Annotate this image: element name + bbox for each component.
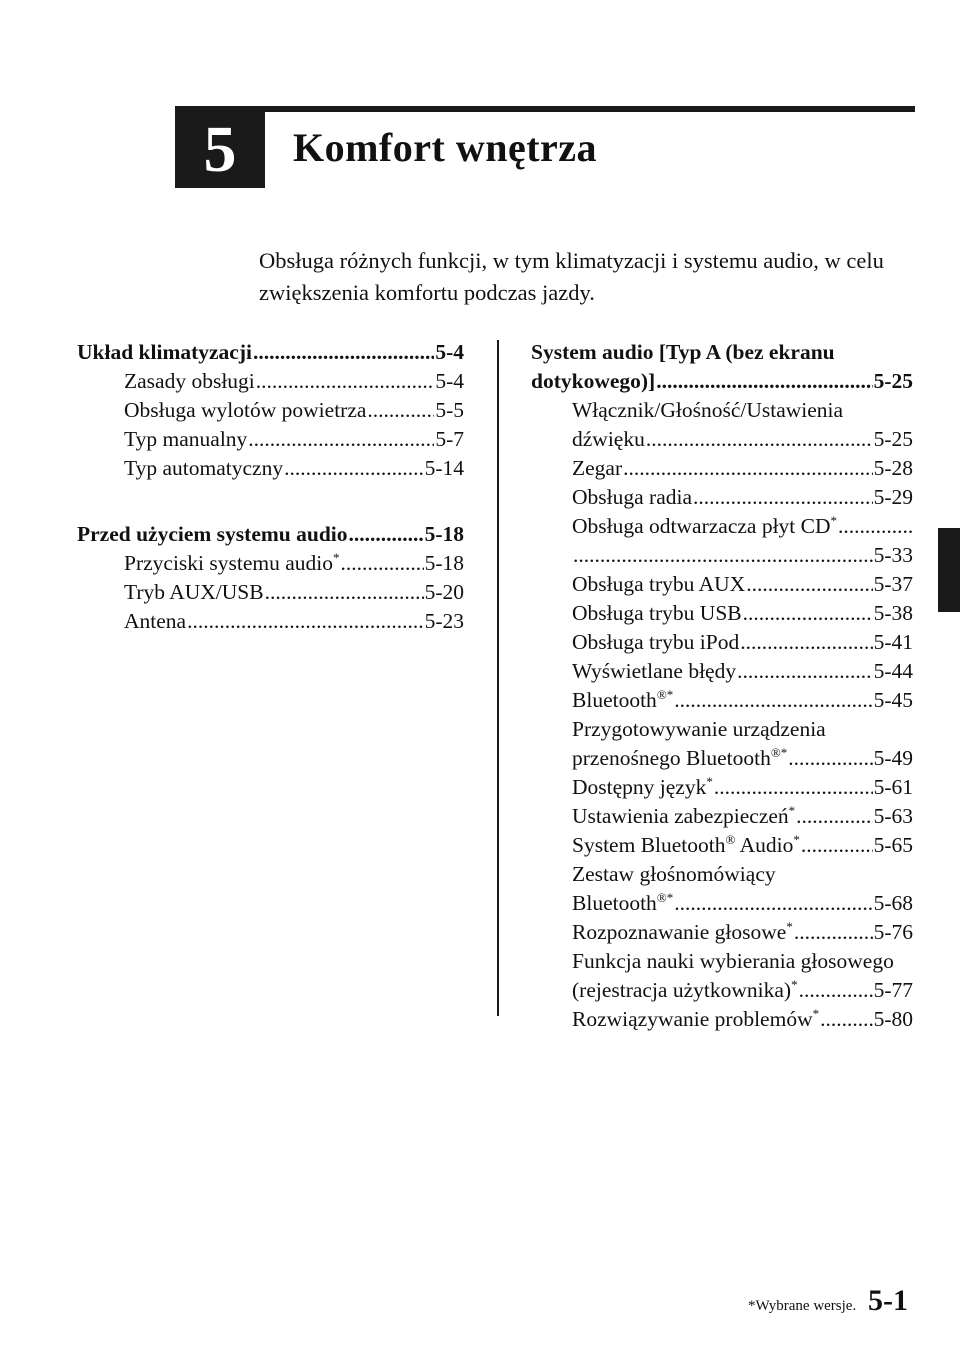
toc-entry[interactable]: Zestaw głośnomówiący Bluetooth®* ..... 5-68 bbox=[531, 860, 913, 918]
chapter-number: 5 bbox=[203, 113, 237, 186]
toc-entry[interactable]: Obsługa radia ..... 5-29 bbox=[531, 483, 913, 512]
toc-section-climate[interactable]: Układ klimatyzacji ..... 5-4 bbox=[77, 338, 464, 367]
toc-entry[interactable]: Obsługa trybu USB ..... 5-38 bbox=[531, 599, 913, 628]
toc-entry[interactable]: Przyciski systemu audio* ..... 5-18 bbox=[77, 549, 464, 578]
toc-right-column bbox=[531, 338, 913, 1034]
toc-section-audio-prep[interactable]: Przed użyciem systemu audio ..... 5-18 bbox=[77, 520, 464, 549]
toc-entry[interactable]: Wyświetlane błędy ..... 5-44 bbox=[531, 657, 913, 686]
chapter-thumb-tab bbox=[938, 528, 960, 612]
toc-entry[interactable]: Rozwiązywanie problemów* ..... 5-80 bbox=[531, 1005, 913, 1034]
page-number: 5-1 bbox=[868, 1284, 908, 1317]
toc-entry[interactable]: Bluetooth®* ..... 5-45 bbox=[531, 686, 913, 715]
toc-entry[interactable]: Włącznik/Głośność/Ustawienia dźwięku ..... 5-25 bbox=[531, 396, 913, 454]
toc-entry[interactable]: Rozpoznawanie głosowe* ..... 5-76 bbox=[531, 918, 913, 947]
toc-entry[interactable]: Obsługa odtwarzacza płyt CD* ..... ..... 5-33 bbox=[531, 512, 913, 570]
toc-entry[interactable]: Antena ..... 5-23 bbox=[77, 607, 464, 636]
toc-entry[interactable]: Obsługa trybu AUX ..... 5-37 bbox=[531, 570, 913, 599]
toc-entry[interactable]: Obsługa trybu iPod ..... 5-41 bbox=[531, 628, 913, 657]
chapter-header-rule bbox=[175, 106, 915, 112]
toc-entry[interactable]: Tryb AUX/USB ..... 5-20 bbox=[77, 578, 464, 607]
toc-entry[interactable]: Ustawienia zabezpieczeń* ..... 5-63 bbox=[531, 802, 913, 831]
toc-entry[interactable]: Funkcja nauki wybierania głosowego (rejestracja użytkownika)* ..... 5-77 bbox=[531, 947, 913, 1005]
toc-entry[interactable]: Dostępny język* ..... 5-61 bbox=[531, 773, 913, 802]
chapter-number-box bbox=[175, 112, 265, 188]
toc-entry[interactable]: Obsługa wylotów powietrza ..... 5-5 bbox=[77, 396, 464, 425]
toc-entry[interactable]: Przygotowywanie urządzenia przenośnego Bluetooth®* ..... 5-49 bbox=[531, 715, 913, 773]
footer-note: *Wybrane wersje. bbox=[748, 1298, 857, 1314]
toc-entry[interactable]: Typ automatyczny ..... 5-14 bbox=[77, 454, 464, 483]
chapter-intro: Obsługa różnych funkcji, w tym klimatyzacji i systemu audio, w celu zwiększenia komfortu podczas jazdy. bbox=[259, 248, 884, 305]
toc-entry[interactable]: System Bluetooth® Audio* ..... 5-65 bbox=[531, 831, 913, 860]
toc-entry[interactable]: Zasady obsługi ..... 5-4 bbox=[77, 367, 464, 396]
toc-entry[interactable]: Typ manualny ..... 5-7 bbox=[77, 425, 464, 454]
toc-section-audio-system[interactable]: System audio [Typ A (bez ekranu dotykowego)] ..... 5-25 bbox=[531, 338, 913, 396]
column-divider bbox=[497, 340, 499, 1016]
toc-left-column bbox=[77, 338, 464, 636]
toc-entry[interactable]: Zegar ..... 5-28 bbox=[531, 454, 913, 483]
chapter-title: Komfort wnętrza bbox=[293, 125, 598, 170]
